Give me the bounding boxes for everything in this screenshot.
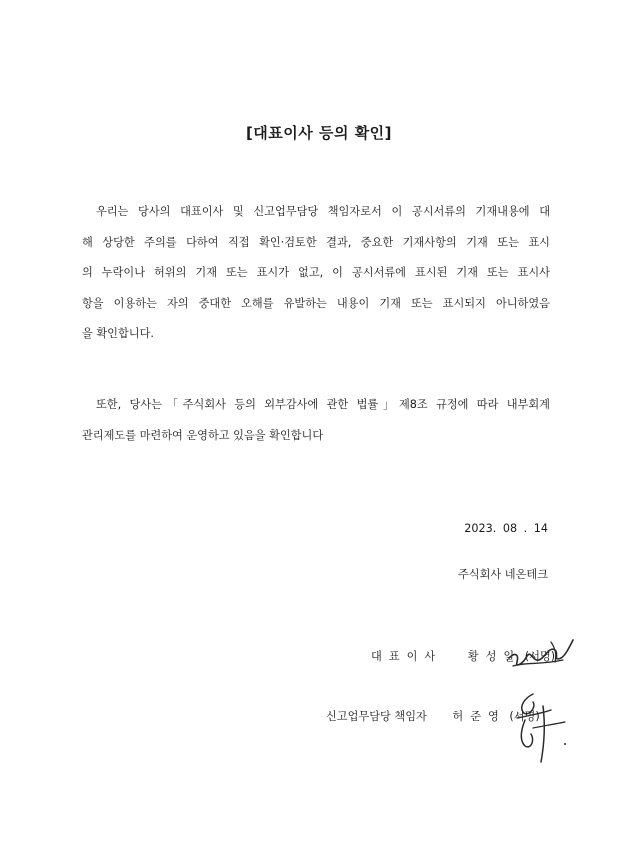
ceo-seal-label: (서명) xyxy=(524,650,556,663)
ceo-signature-row xyxy=(371,648,555,664)
confirmation-paragraph xyxy=(82,197,550,350)
paragraph-line: 항을 이용하는 자의 중대한 오해를 유발하는 내용이 기재 또는 표시되지 아니하였음 xyxy=(82,296,550,310)
officer-handwritten-signature-icon xyxy=(503,688,575,768)
officer-seal-label: (서명) xyxy=(509,710,540,723)
paragraph-line-text: 우리는 당사의 대표이사 및 신고업무담당 책임자로서 이 공시서류의 기재내용에 대 xyxy=(96,205,550,218)
document-title: [대표이사 등의 확인] xyxy=(245,124,393,142)
officer-name: 허준영 xyxy=(452,710,506,723)
internal-control-paragraph xyxy=(82,390,550,451)
ceo-name: 황성일 xyxy=(467,650,522,663)
paragraph-line-text: 또한, 당사는「주식회사 등의 외부감사에 관한 법률」제8조 규정에 따라 내부회계 xyxy=(96,398,550,411)
officer-role-label: 신고업무담당 책임자 xyxy=(326,710,427,723)
officer-signature-row xyxy=(326,708,540,724)
paragraph-line: 관리제도를 마련하여 운영하고 있음을 확인합니다 xyxy=(82,428,324,442)
paragraph-line: 의 누락이나 허위의 기재 또는 표시가 없고, 이 공시서류에 표시된 기재 또는 표시사 xyxy=(82,266,550,279)
paragraph-line xyxy=(82,197,550,228)
company-name: 주식회사 네온테크 xyxy=(457,568,548,581)
paragraph-line xyxy=(82,390,550,421)
paragraph-line: 해 상당한 주의를 다하여 직접 확인·검토한 결과, 중요한 기재사항의 기재 또는 표시 xyxy=(82,235,550,249)
document-date: 2023. 08 . 14 xyxy=(464,522,548,535)
paragraph-line: 을 확인합니다. xyxy=(82,327,154,340)
ceo-role-label: 대표이사 xyxy=(371,650,443,663)
